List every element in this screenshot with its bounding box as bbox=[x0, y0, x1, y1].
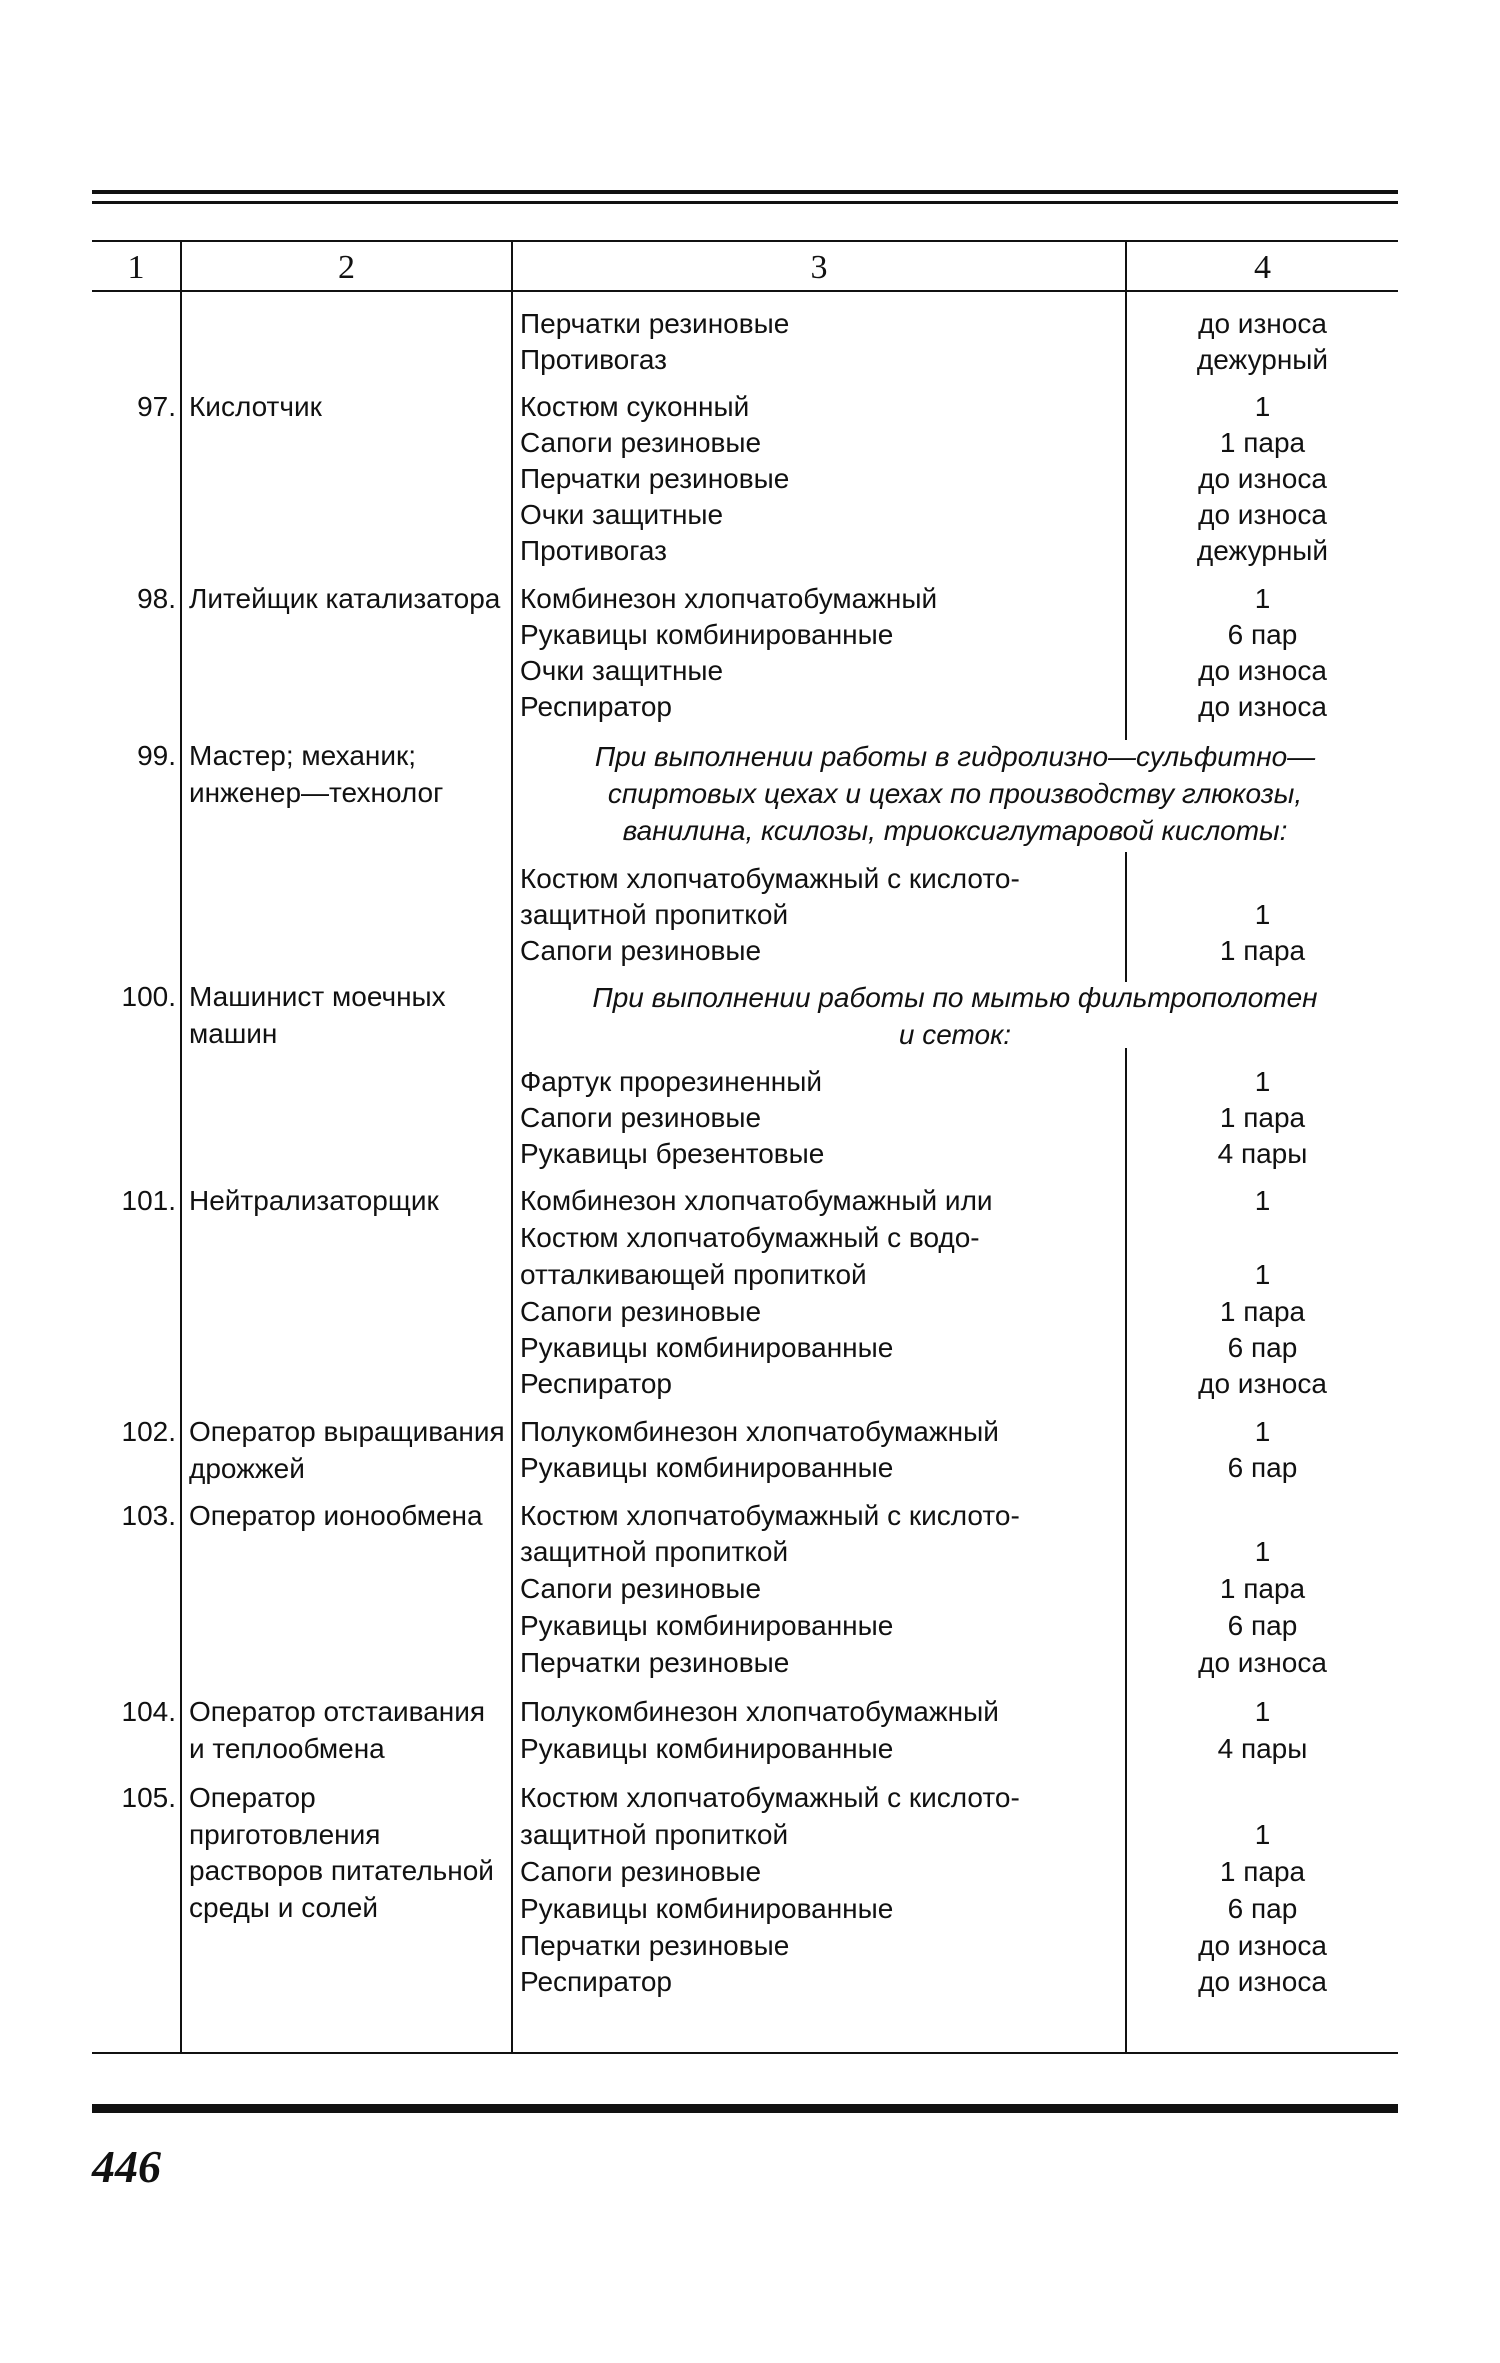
condition-note bbox=[515, 979, 1395, 1053]
item-cell: защитной пропиткой bbox=[520, 1536, 789, 1567]
qty-cell: до износа bbox=[1198, 463, 1327, 494]
qty-cell: 1 пара bbox=[1219, 427, 1306, 458]
item-cell: Полукомбинезон хлопчатобумажный bbox=[520, 1416, 999, 1447]
profession-cell: Нейтрализаторщик bbox=[189, 1185, 439, 1216]
item-cell: Комбинезон хлопчатобумажный bbox=[520, 583, 938, 614]
qty-cell: до износа bbox=[1198, 691, 1327, 722]
row-number: 105. bbox=[121, 1782, 176, 1813]
qty-cell: 1 пара bbox=[1219, 1296, 1306, 1327]
qty-cell: до износа bbox=[1198, 1966, 1327, 1997]
column-header-1: 1 bbox=[127, 249, 145, 286]
condition-note bbox=[515, 738, 1395, 849]
item-cell: Перчатки резиновые bbox=[520, 463, 790, 494]
row-number: 98. bbox=[137, 583, 176, 614]
item-cell: Очки защитные bbox=[520, 499, 724, 530]
qty-cell: 1 bbox=[1254, 1536, 1271, 1567]
item-cell: Рукавицы комбинированные bbox=[520, 1332, 894, 1363]
column-divider-1 bbox=[180, 240, 182, 2054]
qty-cell: до износа bbox=[1198, 655, 1327, 686]
condition-note-line: ванилина, ксилозы, триоксиглутаровой кислоты: bbox=[622, 815, 1288, 846]
item-cell: Костюм суконный bbox=[520, 391, 750, 422]
qty-cell: 1 bbox=[1254, 899, 1271, 930]
profession-cell: Кислотчик bbox=[189, 391, 322, 422]
item-cell: Противогаз bbox=[520, 344, 667, 375]
item-cell: защитной пропиткой bbox=[520, 899, 789, 930]
qty-cell: 4 пары bbox=[1217, 1138, 1308, 1169]
column-header-2: 2 bbox=[338, 249, 355, 286]
item-cell: отталкивающей пропиткой bbox=[520, 1259, 867, 1290]
qty-cell: 1 пара bbox=[1219, 1102, 1306, 1133]
qty-cell: 1 пара bbox=[1219, 935, 1306, 966]
condition-note-line: При выполнении работы в гидролизно—сульфитно— bbox=[594, 741, 1316, 772]
qty-cell: 1 пара bbox=[1219, 1573, 1306, 1604]
item-cell: Сапоги резиновые bbox=[520, 1856, 762, 1887]
rule-top-thick bbox=[92, 190, 1398, 194]
rule-footer-thick bbox=[92, 2104, 1398, 2113]
item-cell: Рукавицы комбинированные bbox=[520, 1733, 894, 1764]
row-number: 99. bbox=[137, 740, 176, 771]
item-cell: Сапоги резиновые bbox=[520, 1573, 762, 1604]
condition-note-line: и сеток: bbox=[898, 1019, 1012, 1050]
profession-cell: Оператор приготовления растворов питательной среды и солей bbox=[189, 1782, 494, 1923]
row-number: 101. bbox=[121, 1185, 176, 1216]
qty-cell: 1 bbox=[1254, 1696, 1271, 1727]
qty-cell: до износа bbox=[1198, 1930, 1327, 1961]
item-cell: Сапоги резиновые bbox=[520, 935, 762, 966]
qty-cell: дежурный bbox=[1196, 535, 1329, 566]
qty-cell: 1 bbox=[1254, 391, 1271, 422]
qty-cell: дежурный bbox=[1196, 344, 1329, 375]
row-number: 103. bbox=[121, 1500, 176, 1531]
qty-cell: до износа bbox=[1198, 1368, 1327, 1399]
qty-cell: 1 bbox=[1254, 583, 1271, 614]
qty-cell: 6 пар bbox=[1227, 619, 1298, 650]
qty-cell: 1 bbox=[1254, 1819, 1271, 1850]
qty-cell: 6 пар bbox=[1227, 1610, 1298, 1641]
rule-top-thin bbox=[92, 201, 1398, 204]
item-cell: Фартук прорезиненный bbox=[520, 1066, 823, 1097]
profession-cell: Мастер; механик; инженер—технолог bbox=[189, 740, 444, 808]
item-cell: Рукавицы комбинированные bbox=[520, 1452, 894, 1483]
column-header-3: 3 bbox=[810, 249, 828, 286]
row-number: 100. bbox=[121, 981, 176, 1012]
qty-cell: 6 пар bbox=[1227, 1332, 1298, 1363]
item-cell: Костюм хлопчатобумажный с кислото- bbox=[520, 1500, 1020, 1531]
item-cell: Рукавицы комбинированные bbox=[520, 1893, 894, 1924]
item-cell: Костюм хлопчатобумажный с кислото- bbox=[520, 863, 1020, 894]
qty-cell: до износа bbox=[1198, 499, 1327, 530]
item-cell: Перчатки резиновые bbox=[520, 308, 790, 339]
qty-cell: 1 bbox=[1254, 1416, 1271, 1447]
qty-cell: 1 пара bbox=[1219, 1856, 1306, 1887]
qty-cell: 1 bbox=[1254, 1185, 1271, 1216]
item-cell: Сапоги резиновые bbox=[520, 1102, 762, 1133]
rule-header-bottom bbox=[92, 290, 1398, 292]
profession-cell: Оператор ионообмена bbox=[189, 1500, 483, 1531]
profession-cell: Машинист моечных машин bbox=[189, 981, 446, 1049]
profession-cell: Литейщик катализатора bbox=[189, 583, 501, 614]
item-cell: Перчатки резиновые bbox=[520, 1930, 790, 1961]
item-cell: защитной пропиткой bbox=[520, 1819, 789, 1850]
qty-cell: 6 пар bbox=[1227, 1893, 1298, 1924]
profession-cell: Оператор выращивания дрожжей bbox=[189, 1416, 505, 1484]
profession-cell: Оператор отстаивания и теплообмена bbox=[189, 1696, 486, 1764]
row-number: 102. bbox=[121, 1416, 176, 1447]
rule-header-top bbox=[92, 240, 1398, 242]
rule-table-bottom bbox=[92, 2052, 1398, 2054]
item-cell: Респиратор bbox=[520, 1368, 673, 1399]
row-number: 97. bbox=[137, 391, 176, 422]
item-cell: Противогаз bbox=[520, 535, 667, 566]
item-cell: Респиратор bbox=[520, 1966, 673, 1997]
condition-note-line: При выполнении работы по мытью фильтрополотен bbox=[592, 982, 1318, 1013]
item-cell: Сапоги резиновые bbox=[520, 427, 762, 458]
item-cell: Очки защитные bbox=[520, 655, 724, 686]
qty-cell: до износа bbox=[1198, 308, 1327, 339]
item-cell: Респиратор bbox=[520, 691, 673, 722]
row-number: 104. bbox=[121, 1696, 176, 1727]
qty-cell: 4 пары bbox=[1217, 1733, 1308, 1764]
qty-cell: 1 bbox=[1254, 1066, 1271, 1097]
column-divider-2 bbox=[511, 240, 513, 2054]
item-cell: Полукомбинезон хлопчатобумажный bbox=[520, 1696, 999, 1727]
column-header-4: 4 bbox=[1254, 249, 1271, 286]
qty-cell: 1 bbox=[1254, 1259, 1271, 1290]
item-cell: Перчатки резиновые bbox=[520, 1647, 790, 1678]
item-cell: Костюм хлопчатобумажный с водо- bbox=[520, 1222, 980, 1253]
qty-cell: 6 пар bbox=[1227, 1452, 1298, 1483]
item-cell: Рукавицы комбинированные bbox=[520, 619, 894, 650]
item-cell: Сапоги резиновые bbox=[520, 1296, 762, 1327]
qty-cell: до износа bbox=[1198, 1647, 1327, 1678]
condition-note-line: спиртовых цехах и цехах по производству глюкозы, bbox=[607, 778, 1303, 809]
item-cell: Рукавицы комбинированные bbox=[520, 1610, 894, 1641]
page-number: 446 bbox=[92, 2141, 161, 2192]
item-cell: Рукавицы брезентовые bbox=[520, 1138, 825, 1169]
item-cell: Комбинезон хлопчатобумажный или bbox=[520, 1185, 993, 1216]
item-cell: Костюм хлопчатобумажный с кислото- bbox=[520, 1782, 1020, 1813]
